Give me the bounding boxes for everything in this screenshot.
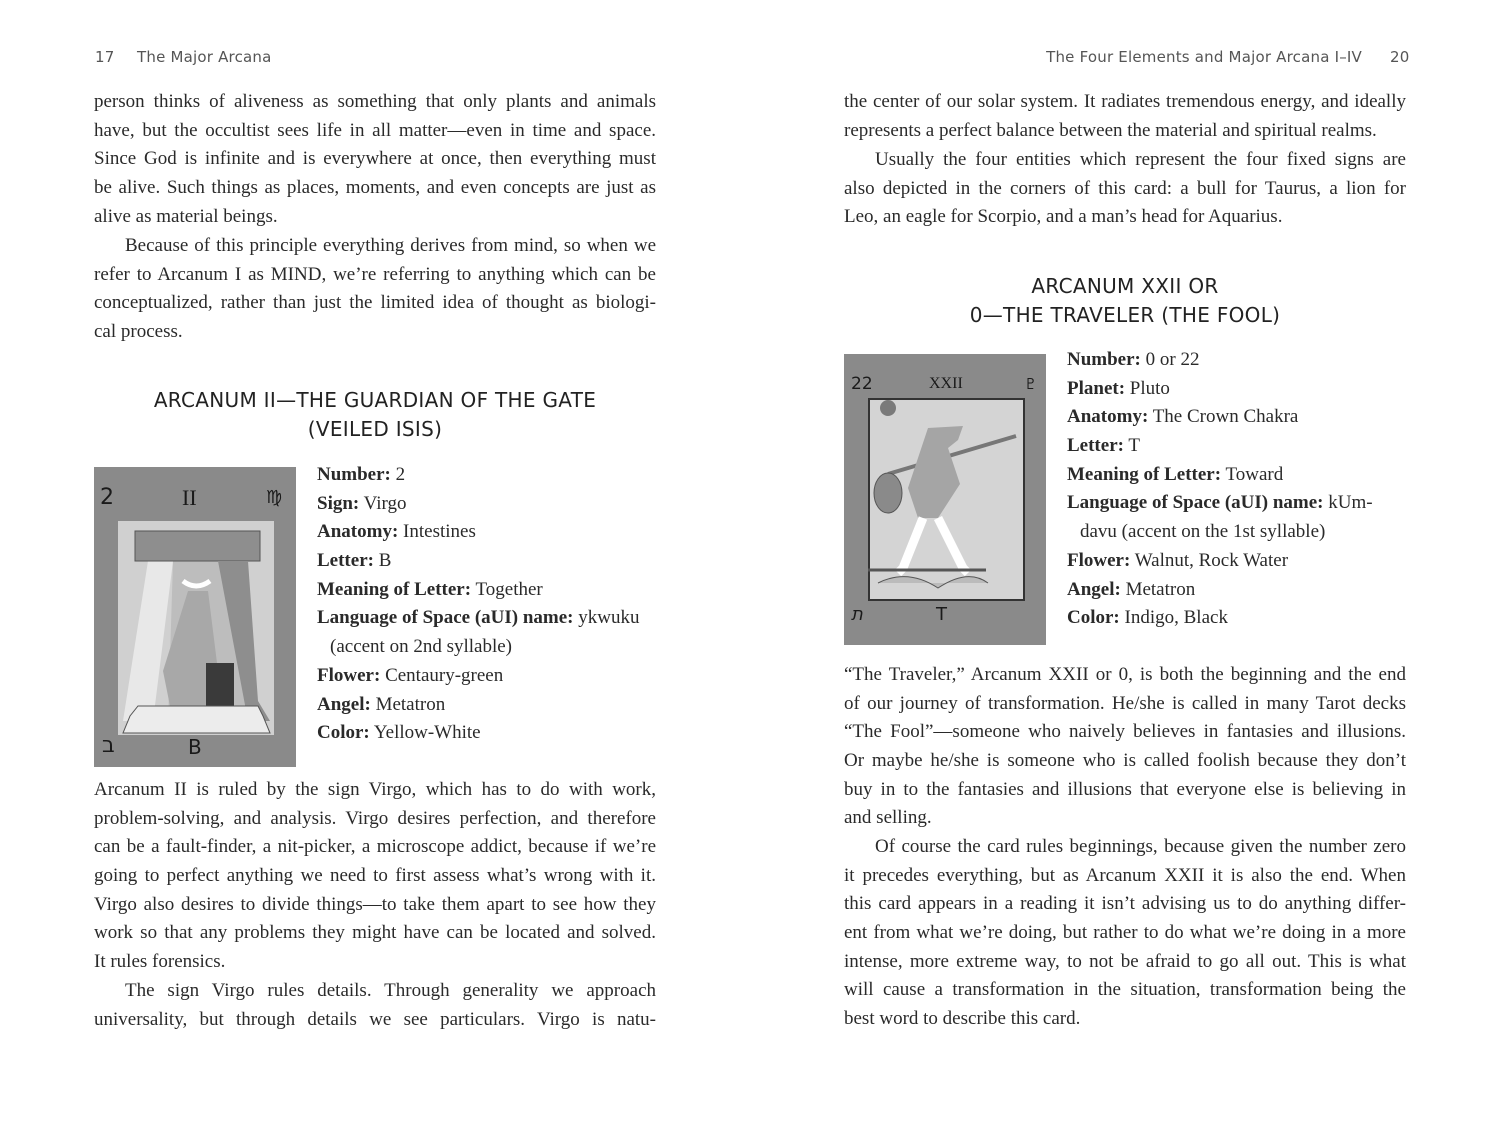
info-row <box>317 691 639 720</box>
info-value-continuation: (accent on 2nd syllable) <box>330 636 513 658</box>
info-value: Metatron <box>375 693 446 715</box>
card-info-list <box>317 461 639 748</box>
text-line: The sign Virgo rules details. Through generality we approach <box>125 980 656 1001</box>
text-line: It rules forensics. <box>94 951 226 973</box>
running-head: The Major Arcana <box>137 48 272 66</box>
text-line: can be a fault-finder, a nit-picker, a microscope addict, because if we’re <box>94 836 656 858</box>
info-label: Number: <box>1067 349 1141 370</box>
text-line: Leo, an eagle for Scorpio, and a man’s head for Aquarius. <box>844 206 1283 228</box>
info-value: kUm- <box>1328 492 1373 514</box>
info-value: Virgo <box>363 492 407 514</box>
virgo-icon: ♍ <box>266 487 283 508</box>
info-label: Number: <box>317 464 391 485</box>
info-value: Together <box>475 578 543 600</box>
card-info-list <box>1067 346 1373 633</box>
text-line: “The Fool”—someone who naively believes in fantasies and illusions. <box>844 721 1406 743</box>
heading-line: (VEILED ISIS) <box>307 416 443 441</box>
text-line: also depicted in the corners of this card: a bull for Taurus, a lion for <box>844 177 1406 199</box>
text-line: buy in to the fantasies and illusions that everyone else is believing in <box>844 778 1406 800</box>
card-numeral: XXII <box>929 375 963 392</box>
heading-line: ARCANUM XXII OR <box>1031 274 1219 298</box>
card-letter: B <box>188 735 202 759</box>
text-line: best word to describe this card. <box>844 1008 1081 1030</box>
text-line: Virgo also desires to divide things—to take them apart to see how they <box>94 893 656 915</box>
paragraph <box>844 661 1406 833</box>
info-value: B <box>378 550 392 572</box>
info-label: Angel: <box>1067 578 1121 600</box>
info-row <box>1067 547 1373 576</box>
text-line: cal process. <box>94 321 183 343</box>
info-row <box>1067 461 1373 490</box>
info-value: Walnut, Rock Water <box>1134 549 1289 571</box>
info-label: Sign: <box>317 492 360 514</box>
text-line: work so that any problems they might have can be located and solved. <box>94 922 656 944</box>
text-line: and selling. <box>844 807 932 829</box>
text-line: this card appears in a reading it isn’t advising us to do anything differ- <box>844 893 1406 915</box>
card-illustration <box>868 398 1025 601</box>
info-label: Letter: <box>317 550 374 572</box>
info-value: Pluto <box>1129 377 1170 399</box>
text-line: have, but the occultist sees life in all matter—even in time and space. <box>94 119 656 141</box>
pluto-icon: ♇ <box>1024 375 1038 393</box>
paragraph <box>94 232 656 347</box>
card-letter: T <box>936 604 947 625</box>
text-line: Since God is infinite and is everywhere at once, then everything must <box>94 148 656 170</box>
info-row <box>1067 346 1373 375</box>
info-value: 2 <box>395 464 406 485</box>
info-value: Toward <box>1225 463 1284 485</box>
info-label: Angel: <box>317 693 371 715</box>
running-head: The Four Elements and Major Arcana I–IV <box>1046 48 1362 66</box>
info-row <box>1067 403 1373 432</box>
info-label: Meaning of Letter: <box>1067 463 1222 485</box>
info-label: Flower: <box>1067 549 1131 571</box>
info-label: Language of Space (aUI) name: <box>1067 492 1324 514</box>
info-row <box>1067 576 1373 605</box>
info-label: Color: <box>317 722 370 744</box>
paragraph <box>844 88 1406 145</box>
page-number: 20 <box>1390 48 1410 66</box>
info-value: Intestines <box>403 521 476 543</box>
heading-line: ARCANUM II—THE GUARDIAN OF THE GATE <box>153 388 597 412</box>
info-row <box>1067 375 1373 404</box>
tarot-card-image <box>94 467 296 767</box>
text-line: alive as material beings. <box>94 205 278 227</box>
tarot-card-image <box>844 354 1046 645</box>
card-numeral: II <box>182 485 197 510</box>
card-number: 2 <box>100 485 114 510</box>
text-line: refer to Arcanum I as MIND, we’re referring to anything which can be <box>94 263 656 285</box>
text-line: it precedes everything, but as Arcanum XXII it is also the end. When <box>844 864 1406 886</box>
info-value: 0 or 22 <box>1145 349 1200 370</box>
info-label: Color: <box>1067 607 1120 629</box>
text-line: of our journey of transformation. He/she is called in many Tarot decks <box>844 692 1406 714</box>
text-line: going to perfect anything we need to first assess what’s wrong with it. <box>94 865 656 887</box>
section-heading <box>844 272 1406 329</box>
info-label: Planet: <box>1067 377 1126 399</box>
info-row <box>1067 432 1373 461</box>
info-row <box>317 662 639 691</box>
paragraph <box>94 977 656 1034</box>
paragraph <box>94 776 656 977</box>
info-row <box>317 719 639 748</box>
paragraph <box>844 146 1406 232</box>
text-line: intense, more extreme way, to not be afraid to go all out. This is what <box>844 950 1406 972</box>
hebrew-letter: ת <box>851 604 863 625</box>
info-label: Language of Space (aUI) name: <box>317 607 574 629</box>
paragraph <box>844 833 1406 1034</box>
info-value: Centaury-green <box>385 664 504 686</box>
text-line: ent from what we’re doing, but rather to do what we’re doing in a more <box>844 922 1406 944</box>
info-value: Yellow-White <box>373 722 481 744</box>
hebrew-letter: ב <box>102 733 115 758</box>
info-row <box>317 547 639 576</box>
info-value: Metatron <box>1125 578 1196 600</box>
info-label: Anatomy: <box>317 521 399 543</box>
info-row <box>317 604 639 633</box>
info-row <box>1067 489 1373 518</box>
page-number: 17 <box>95 48 115 66</box>
info-value-continuation: davu (accent on the 1st syllable) <box>1080 521 1326 543</box>
info-row <box>317 576 639 605</box>
info-row <box>317 518 639 547</box>
info-row <box>1067 604 1373 633</box>
text-line: be alive. Such things as places, moments, and even concepts are just as <box>94 177 656 199</box>
info-label: Meaning of Letter: <box>317 578 472 600</box>
text-line: will cause a transformation in the situation, transformation being the <box>844 979 1406 1001</box>
text-line: Usually the four entities which represent the four fixed signs are <box>875 149 1406 170</box>
info-label: Flower: <box>317 664 381 686</box>
info-value: The Crown Chakra <box>1152 406 1299 428</box>
card-illustration <box>118 521 274 735</box>
card-number: 22 <box>851 374 873 394</box>
info-value: Indigo, Black <box>1124 607 1228 629</box>
text-line: conceptualized, rather than just the limited idea of thought as biologi- <box>94 292 656 314</box>
text-line: Because of this principle everything derives from mind, so when we <box>125 235 656 256</box>
paragraph <box>94 88 656 231</box>
section-heading <box>94 386 656 443</box>
text-line: Arcanum II is ruled by the sign Virgo, which has to do with work, <box>94 779 656 800</box>
text-line: “The Traveler,” Arcanum XXII or 0, is both the beginning and the end <box>844 664 1406 685</box>
text-line: universality, but through details we see particulars. Virgo is natu- <box>94 1008 656 1030</box>
text-line: represents a perfect balance between the material and spiritual realms. <box>844 119 1377 141</box>
text-line: Of course the card rules beginnings, because given the number zero <box>875 836 1406 857</box>
text-line: the center of our solar system. It radiates tremendous energy, and ideally <box>844 91 1406 112</box>
text-line: Or maybe he/she is someone who is called foolish because they don’t <box>844 750 1406 772</box>
text-line: problem-solving, and analysis. Virgo desires perfection, and therefore <box>94 807 656 829</box>
info-row <box>317 461 639 490</box>
info-row <box>317 490 639 519</box>
info-value: T <box>1128 435 1140 457</box>
info-value: ykwuku <box>578 607 640 629</box>
heading-line: 0—THE TRAVELER (THE FOOL) <box>969 302 1281 327</box>
text-line: person thinks of aliveness as something that only plants and animals <box>94 91 656 112</box>
info-label: Letter: <box>1067 435 1124 457</box>
info-label: Anatomy: <box>1067 406 1149 428</box>
